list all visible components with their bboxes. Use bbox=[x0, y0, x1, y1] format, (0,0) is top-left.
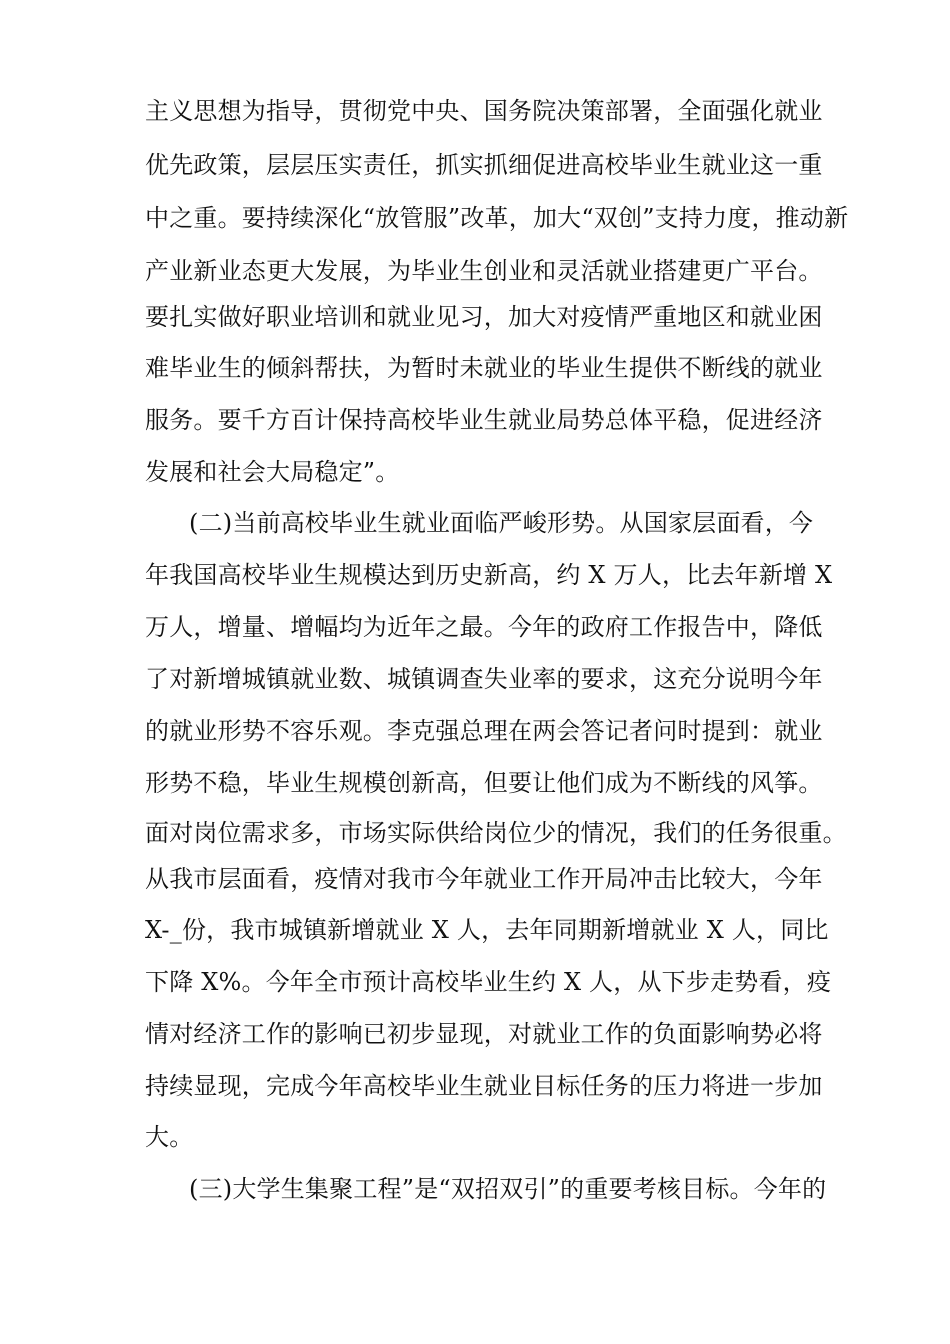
paragraph-2-heading-line: (二)当前高校毕业生就业面临严峻形势。从国家层面看，今 bbox=[189, 509, 814, 537]
text-line-2: 优先政策，层层压实责任，抓实抓细促进高校毕业生就业这一重 bbox=[145, 151, 823, 179]
text-line-6: 难毕业生的倾斜帮扶，为暂时未就业的毕业生提供不断线的就业 bbox=[145, 354, 823, 382]
text-line-10: 年我国高校毕业生规模达到历史新高，约 X 万人，比去年新增 X bbox=[145, 561, 833, 589]
text-line-20: 持续显现，完成今年高校毕业生就业目标任务的压力将进一步加 bbox=[145, 1072, 823, 1100]
text-line-5: 要扎实做好职业培训和就业见习，加大对疫情严重地区和就业困 bbox=[145, 303, 823, 331]
text-line-18: 下降 X%。今年全市预计高校毕业生约 X 人，从下步走势看，疫 bbox=[145, 968, 832, 996]
paragraph-3-heading-line: (三)大学生集聚工程”是“双招双引”的重要考核目标。今年的 bbox=[189, 1175, 827, 1203]
text-line-11: 万人，增量、增幅均为近年之最。今年的政府工作报告中，降低 bbox=[145, 613, 823, 641]
text-line-14: 形势不稳，毕业生规模创新高，但要让他们成为不断线的风筝。 bbox=[145, 769, 823, 797]
text-line-13: 的就业形势不容乐观。李克强总理在两会答记者问时提到：就业 bbox=[145, 717, 823, 745]
text-line-4: 产业新业态更大发展，为毕业生创业和灵活就业搭建更广平台。 bbox=[145, 257, 823, 285]
text-line-21: 大。 bbox=[145, 1123, 194, 1151]
text-line-12: 了对新增城镇就业数、城镇调查失业率的要求，这充分说明今年 bbox=[145, 665, 823, 693]
text-line-16: 从我市层面看，疫情对我市今年就业工作开局冲击比较大，今年 bbox=[145, 865, 823, 893]
text-line-1: 主义思想为指导，贯彻党中央、国务院决策部署，全面强化就业 bbox=[145, 97, 823, 125]
text-line-15: 面对岗位需求多，市场实际供给岗位少的情况，我们的任务很重。 bbox=[145, 819, 847, 847]
text-line-19: 情对经济工作的影响已初步显现，对就业工作的负面影响势必将 bbox=[145, 1020, 823, 1048]
text-line-7: 服务。要千方百计保持高校毕业生就业局势总体平稳，促进经济 bbox=[145, 406, 823, 434]
text-line-3: 中之重。要持续深化“放管服”改革，加大“双创”支持力度，推动新 bbox=[145, 204, 849, 232]
text-line-17: X-_份，我市城镇新增就业 X 人，去年同期新增就业 X 人，同比 bbox=[145, 916, 829, 944]
text-line-8: 发展和社会大局稳定”。 bbox=[145, 458, 400, 486]
